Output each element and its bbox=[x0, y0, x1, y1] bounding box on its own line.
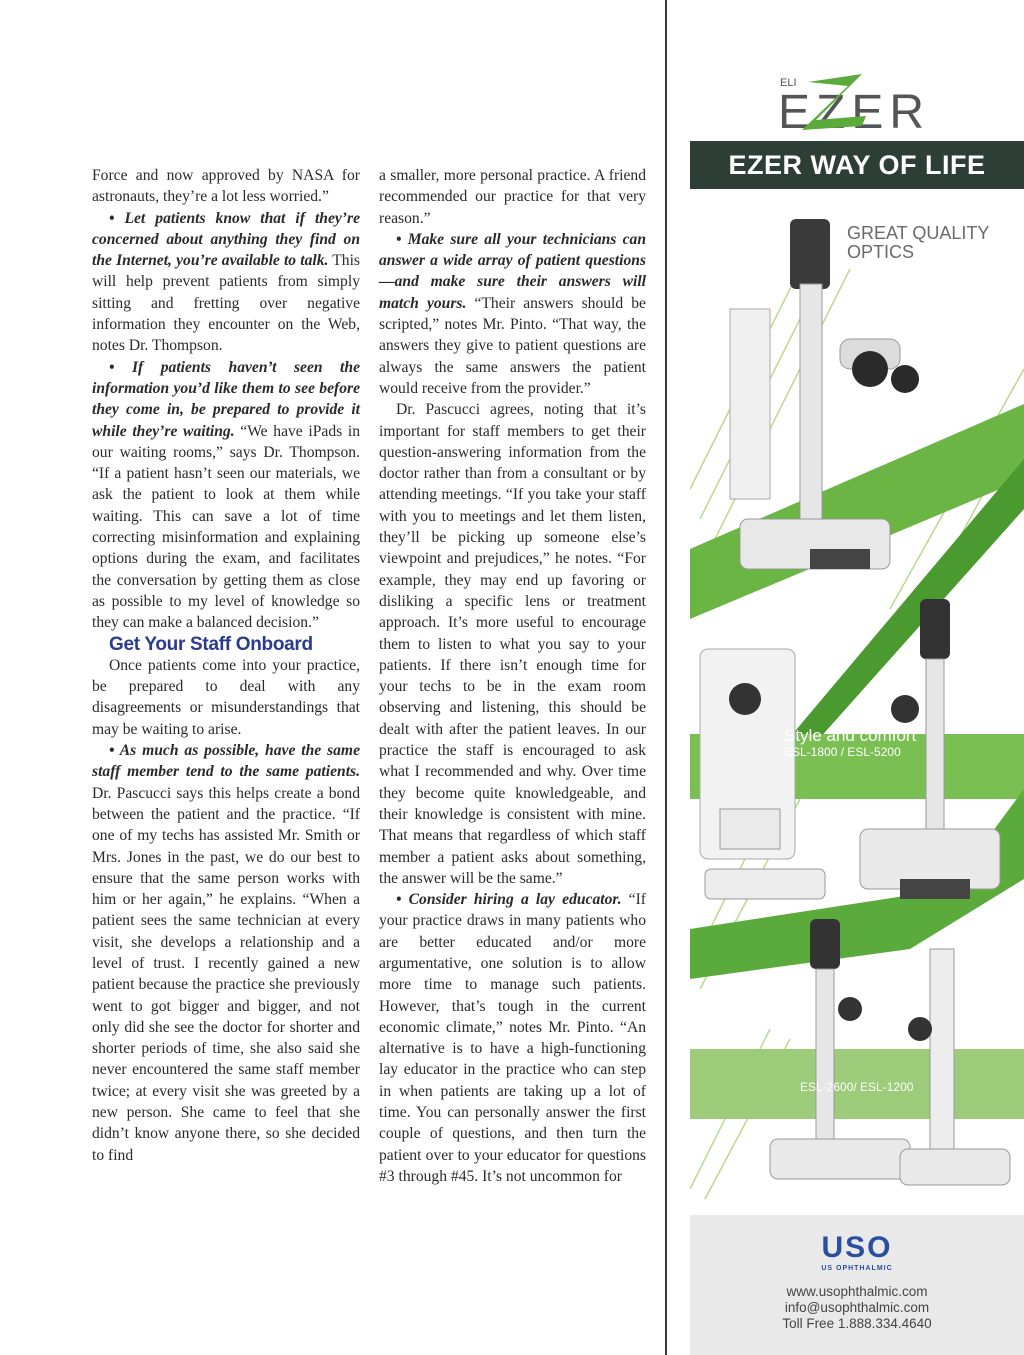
bullet-lead: • Make sure all your technicians can answer a wide array of patient questions—and make sure their answers will match yours. bbox=[379, 230, 646, 312]
ad-label-esl-2600 bbox=[800, 1080, 913, 1094]
label-model: ESL-1800 / ESL-5200 bbox=[784, 745, 901, 759]
paragraph bbox=[379, 889, 646, 1187]
website-link[interactable]: www.usophthalmic.com bbox=[786, 1284, 928, 1299]
paragraph: a smaller, more personal practice. A friend recommended our practice for that very reason.” bbox=[379, 167, 646, 227]
ad-banner: EZER WAY OF LIFE bbox=[690, 141, 1024, 189]
paragraph-body: This will help prevent patients from simply sitting and fretting over negative information they encounter on the Web, notes Dr. Thompson. bbox=[92, 252, 360, 355]
bullet-lead: • If patients haven’t seen the information you’d like them to see before they come in, be prepared to provide it while they’re waiting. bbox=[92, 358, 360, 440]
paragraph bbox=[92, 357, 360, 634]
paragraph-body: “Their answers should be scripted,” notes Mr. Pinto. “That way, the answers they give to patient questions are always the same answers the patient would receive from the provider.” bbox=[379, 294, 646, 397]
paragraph: Force and now approved by NASA for astronauts, they’re a lot less worried.” bbox=[92, 167, 360, 206]
article-column-2 bbox=[379, 165, 646, 1187]
paragraph-body: Dr. Pascucci says this helps create a bond between the patient and the practice. “If one of my techs has assisted Mr. Smith or Mrs. Jones in the past, we do our best to ensure that the same person works with him or her again,” he explains. “When a patient sees the same technician at every visit, she develops a relationship and a level of trust. I recently gained a new patient because the practice she previously went to got bigger and bigger, and not only did she see the doctor for shorter and shorter periods of time, she also said she never encountered the same staff member twice; at every visit she was greeted by a new person. She came to feel that she didn’t know anyone there, so she decided to find bbox=[92, 784, 360, 1164]
article-column-1 bbox=[92, 165, 360, 1166]
ad-footer bbox=[690, 1215, 1024, 1355]
bullet-lead: • As much as possible, have the same staff member tend to the same patients. bbox=[92, 742, 360, 781]
column-divider bbox=[665, 0, 667, 1355]
bullet-lead: • Let patients know that if they’re concerned about anything they find on the Internet, you’re available to talk. bbox=[92, 209, 360, 270]
paragraph: Dr. Pascucci agrees, noting that it’s important for staff members to get their question-answering information from the doctor rather than from a consultant or by attending meetings. “If you take your staff with you to meetings and let them listen, they’ll be picking up someone else’s viewpoint and prejudices,” he notes. “For example, they may end up favoring or disliking a specific lens or treatment approach. It’s more useful to encourage them to listen to what you say to your patients. If there isn’t enough time for your techs to be in the exam room observing and listening, this should be dealt with after the patient leaves. In our practice the staff is encouraged to ask what I recommended and why. Over time they become quite knowledgeable, and their knowledge is consistent with mine. That means that regardless of which staff member a patient asks about something, the answer will be the same.” bbox=[379, 401, 646, 887]
ad-label-style-and-comfort bbox=[784, 726, 916, 759]
paragraph bbox=[92, 208, 360, 357]
paragraph: Once patients come into your practice, be prepared to deal with any disagreements or misunderstandings that may be waiting to arise. bbox=[92, 656, 360, 738]
ad-label-latest-technology bbox=[830, 405, 967, 438]
paragraph-body: “If your practice draws in many patients who are better educated and/or more argumentative, one solution is to allow more time to manage such patients. However, that’s tough in the current economic climate,” notes Mr. Pinto. “An alternative is to have a high-functioning lay educator in the practice who can step in when patients are taking up a lot of time. You can personally answer the first couple of questions, and then turn the patient over to your educator for questions #3 through #45. It’s not uncommon for bbox=[379, 891, 646, 1185]
paragraph bbox=[92, 740, 360, 1166]
advertisement[interactable] bbox=[690, 40, 1024, 1355]
label-title: Style and comfort bbox=[784, 726, 917, 745]
label-title: Latest Technology bbox=[830, 405, 967, 424]
email-link[interactable]: info@usophthalmic.com bbox=[784, 1300, 930, 1315]
label-model: ESL-7800 bbox=[830, 424, 884, 438]
brand-text: EZER bbox=[778, 86, 931, 139]
phone-number: Toll Free 1.888.334.4640 bbox=[782, 1316, 932, 1331]
uso-logo: USO bbox=[821, 1231, 893, 1264]
section-heading: Get Your Staff Onboard bbox=[109, 633, 313, 655]
ad-graphic bbox=[690, 189, 1024, 1229]
great-quality-optics-text: GREAT QUALITY OPTICS bbox=[847, 223, 990, 262]
label-model: ESL-2600/ ESL-1200 bbox=[800, 1080, 914, 1094]
paragraph bbox=[379, 229, 646, 399]
bullet-lead: • Consider hiring a lay educator. bbox=[396, 891, 622, 909]
brand-small-text: ELI bbox=[780, 77, 797, 89]
uso-logo-subtitle: US OPHTHALMIC bbox=[821, 1265, 893, 1272]
paragraph-body: “We have iPads in our waiting rooms,” says Dr. Thompson. “If a patient hasn’t seen our materials, we ask the patient to look at them while waiting. This can save a lot of time correcting misinformation and explaining options during the exam, and facilitates the conversation by getting them as close as possible to my level of knowledge so they can make a balanced decision.” bbox=[92, 422, 360, 632]
ezer-logo bbox=[690, 40, 1024, 140]
